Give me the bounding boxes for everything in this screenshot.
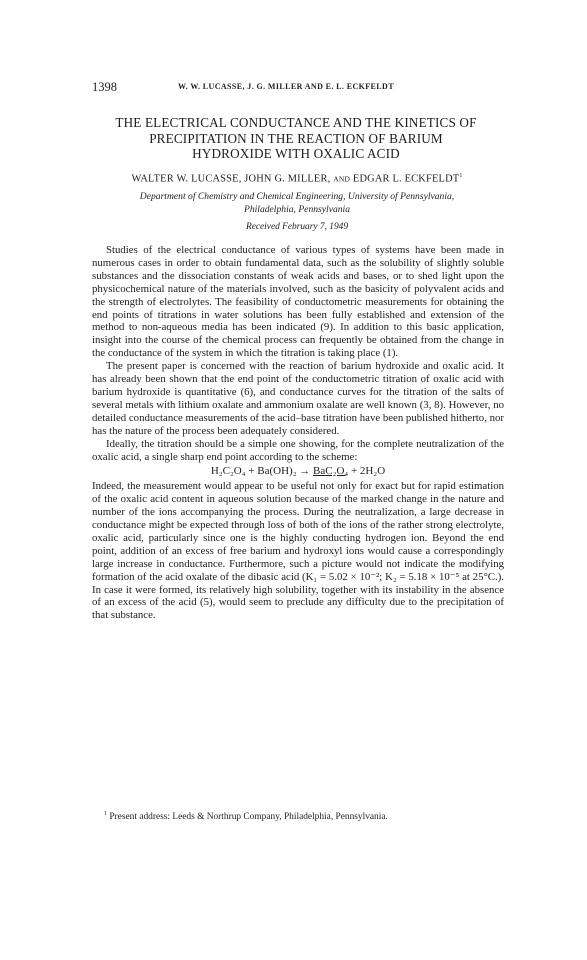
- body-paragraph: Indeed, the measurement would appear to be useful not only for exact but for rapid estimation of the oxalic acid content in aqueous solution because of the marked change in the nature and number of the ions accompanying the process. During the neutralization, a large decrease in conductance might be expected through loss of both of the ions of the rather strong electrolyte, oxalic acid, particularly since one is the highly conducting hydrogen ion. Beyond the end point, addition of an excess of free barium and hydroxyl ions would cause a correspondingly large increase in conductance. Furthermore, such a picture would not indicate the modifying formation of the acid oxalate of the dibasic acid (K₁ = 5.02 × 10⁻²; K₂ = 5.18 × 10⁻⁵ at 25°C.). In case it were formed, its relatively high solubility, together with its instability in the absence of an excess of the acid (5), would seem to preclude any difficulty due to the precipitation of that substance.: [92, 480, 504, 622]
- title-line: HYDROXIDE WITH OXALIC ACID: [192, 146, 400, 161]
- title-line: THE ELECTRICAL CONDUCTANCE AND THE KINETICS OF: [115, 115, 477, 130]
- byline-and: AND: [333, 174, 351, 184]
- running-head: [92, 79, 502, 95]
- equation-lhs: H₂C₂O₄ + Ba(OH)₂ →: [210, 465, 314, 478]
- article-title: [92, 115, 500, 162]
- footnote-mark: 1: [104, 811, 107, 817]
- byline-authors-a: WALTER W. LUCASSE, JOHN G. MILLER,: [131, 173, 331, 185]
- reaction-equation: [92, 465, 504, 478]
- affiliation-line: Department of Chemistry and Chemical Engineering, University of Pennsylvania,: [139, 191, 455, 202]
- running-head-authors: W. W. LUCASSE, J. G. MILLER AND E. L. ECKFELDT: [178, 82, 394, 91]
- affiliation: [92, 191, 502, 216]
- byline-footnote-mark: 1: [459, 173, 463, 179]
- article-body: [92, 244, 504, 622]
- body-paragraph: The present paper is concerned with the reaction of barium hydroxide and oxalic acid. It has already been shown that the end point of the conductometric titration of oxalic acid with barium hydroxide is quantitative (6), and conductance curves for the titration of the salts of several metals with lithium oxalate and ammonium oxalate are well known (3, 8). However, no detailed conductance measurements of the acid–base titration have been published hitherto, nor has the nature of the process been adequately considered.: [92, 360, 504, 437]
- byline-authors-b: EDGAR L. ECKFELDT: [352, 173, 460, 185]
- footnote-text: Present address: Leeds & Northrup Company, Philadelphia, Pennsylvania.: [109, 812, 388, 823]
- footnote: [104, 808, 504, 823]
- body-paragraph: Studies of the electrical conductance of various types of systems have been made in numerous cases in order to obtain fundamental data, such as the solubility of slightly soluble substances and the dissociation constants of weak acids and bases, or to shed light upon the physicochemical nature of the materials involved, such as the basicity of polyvalent acids and the strength of electrolytes. The feasibility of conductometric measurements for obtaining the end points of titrations in water solutions has been fully established and extension of the method to non-aqueous media has been indicated (9). In addition to this basic application, insight into the course of the chemical process can frequently be obtained from the change in the conductance of the system in which the titration is taking place (1).: [92, 244, 504, 360]
- title-line: PRECIPITATION IN THE REACTION OF BARIUM: [149, 130, 443, 146]
- author-byline: [92, 169, 502, 186]
- equation-rhs: + 2H₂O: [348, 465, 386, 478]
- body-paragraph: Ideally, the titration should be a simple one showing, for the complete neutralization of the oxalic acid, a single sharp end point according to the scheme:: [92, 437, 504, 463]
- page-number: 1398: [92, 80, 117, 94]
- equation-precipitate: BaC₂O₄: [313, 465, 349, 478]
- affiliation-line: Philadelphia, Pennsylvania: [243, 203, 351, 215]
- received-date: Received February 7, 1949: [245, 222, 349, 232]
